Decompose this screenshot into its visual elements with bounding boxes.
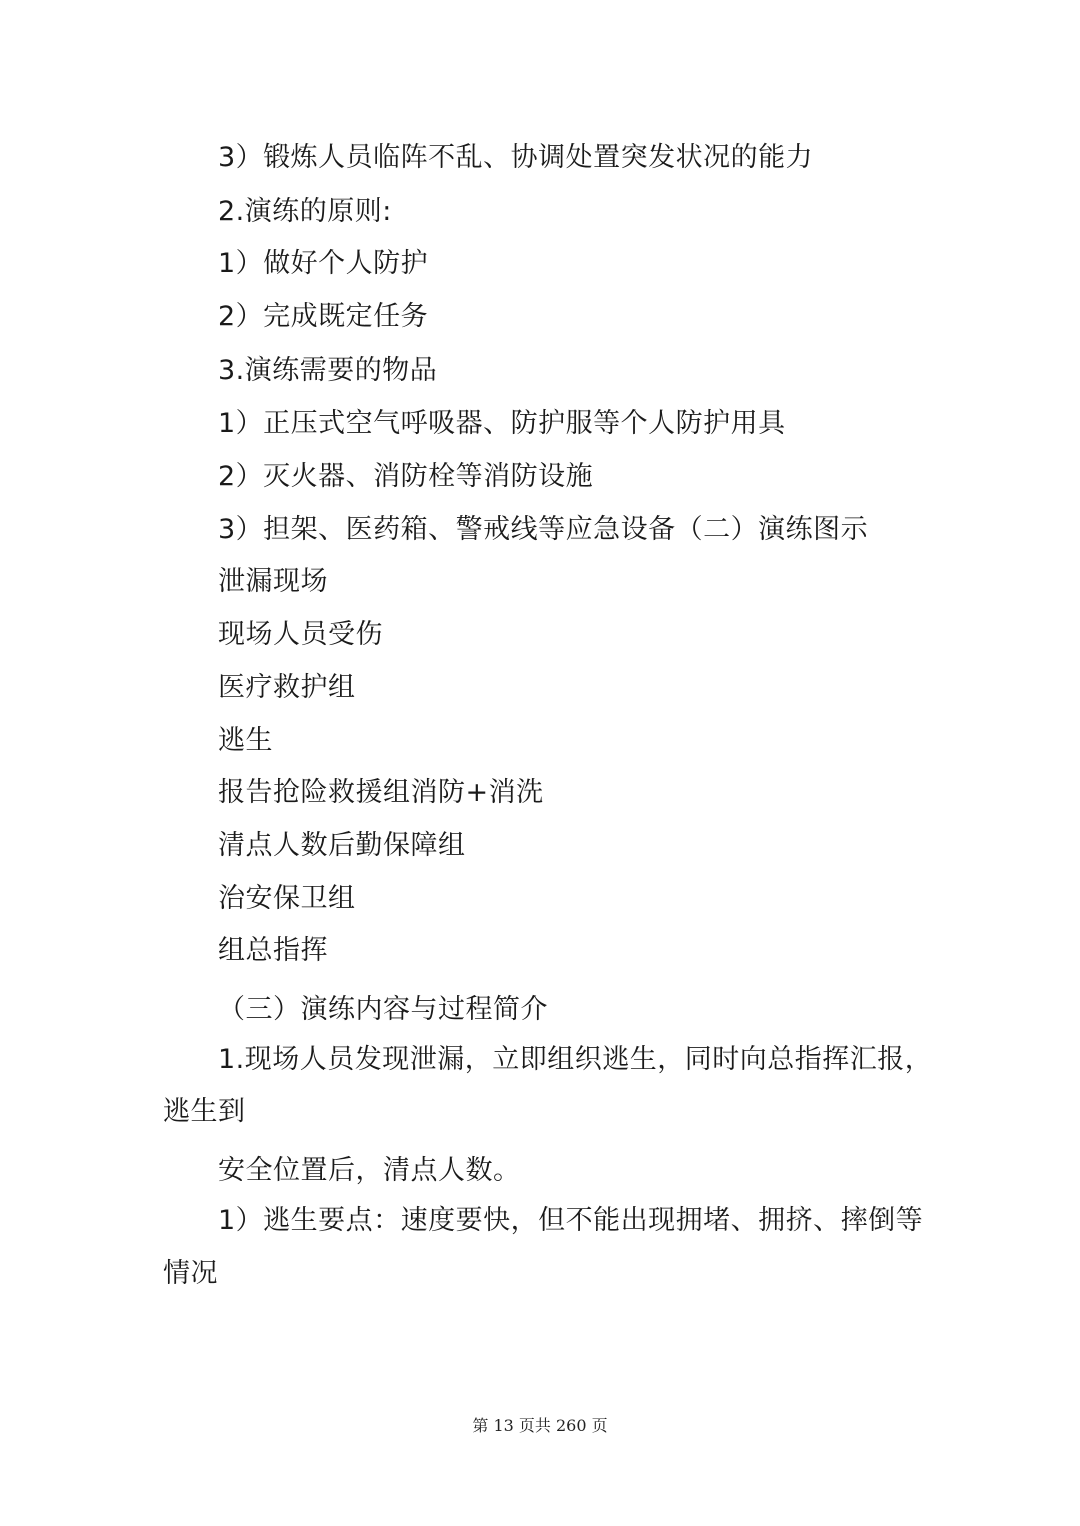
text-line: 2.演练的原则: — [218, 196, 392, 227]
text-line: 3.演练需要的物品 — [218, 355, 438, 386]
text-line: 2）完成既定任务 — [218, 301, 429, 332]
text-line: 情况 — [163, 1258, 218, 1289]
text-line: 3）锻炼人员临阵不乱、协调处置突发状况的能力 — [218, 142, 814, 173]
text-line: 1.现场人员发现泄漏，立即组织逃生，同时向总指挥汇报， — [218, 1044, 933, 1075]
text-line: 1）做好个人防护 — [218, 248, 429, 279]
text-line: 1）逃生要点：速度要快，但不能出现拥堵、拥挤、摔倒等 — [218, 1205, 924, 1236]
page-number-footer: 第 13 页共 260 页 — [472, 1416, 608, 1435]
text-line: 医疗救护组 — [218, 672, 356, 703]
text-line: 3）担架、医药箱、警戒线等应急设备（二）演练图示 — [218, 514, 869, 545]
text-line: 报告抢险救援组消防+消洗 — [218, 777, 544, 808]
text-line: 清点人数后勤保障组 — [218, 830, 466, 861]
text-line: 逃生 — [218, 725, 273, 756]
text-line: 2）灭火器、消防栓等消防设施 — [218, 461, 594, 492]
text-line: 泄漏现场 — [218, 566, 328, 597]
section-heading: （三）演练内容与过程简介 — [218, 994, 548, 1025]
text-line: 安全位置后，清点人数。 — [218, 1155, 521, 1186]
text-line: 现场人员受伤 — [218, 619, 383, 650]
text-line: 治安保卫组 — [218, 883, 356, 914]
text-line: 组总指挥 — [218, 935, 328, 966]
text-line: 逃生到 — [163, 1096, 246, 1127]
text-line: 1）正压式空气呼吸器、防护服等个人防护用具 — [218, 408, 786, 439]
